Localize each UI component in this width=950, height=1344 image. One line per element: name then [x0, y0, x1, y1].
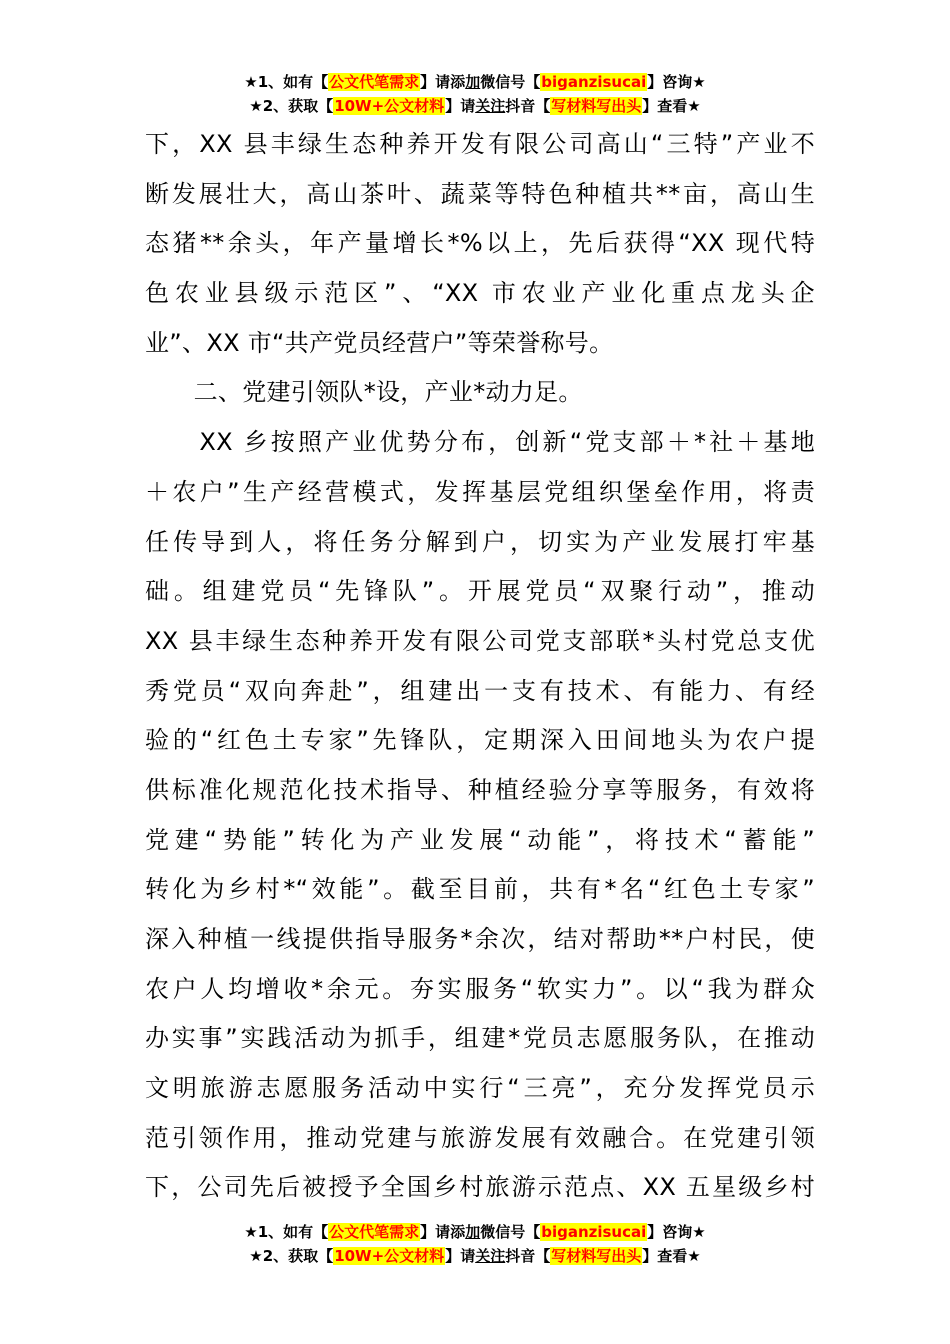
body-line: 转化为乡村*“效能”。截至目前，共有*名“红色土专家” [145, 875, 815, 904]
promo-underlined-text: 关注 [475, 1247, 506, 1265]
footer-promo-banner [0, 1220, 950, 1268]
promo-text: ★2、获取【 [249, 97, 334, 115]
promo-line-2 [0, 94, 950, 118]
promo-highlight: 公文代笔需求 [329, 1223, 420, 1241]
promo-underlined-text: 加 [465, 1223, 481, 1241]
promo-line-1 [0, 1220, 950, 1244]
body-line: ＋农户”生产经营模式，发挥基层党组织堡垒作用，将责 [145, 477, 815, 506]
promo-text: ★1、如有【 [244, 1223, 329, 1241]
body-line: 农户人均增收*余元。夯实服务“软实力”。以“我为群众 [145, 974, 815, 1003]
promo-text: 微信号【 [480, 1223, 541, 1241]
body-line: 态猪**余头，年产量增长*%以上，先后获得“XX 现代特 [145, 229, 815, 258]
promo-text: 抖音【 [505, 97, 551, 115]
body-line: 色农业县级示范区”、“XX 市农业产业化重点龙头企 [145, 279, 815, 308]
promo-text: 】请添 [420, 1223, 466, 1241]
body-line: XX 县丰绿生态种养开发有限公司党支部联*头村党总支优 [145, 626, 815, 655]
body-line: 下，公司先后被授予全国乡村旅游示范点、XX 五星级乡村 [145, 1173, 815, 1202]
body-line: 础。组建党员“先锋队”。开展党员“双聚行动”，推动 [145, 577, 815, 606]
body-line: 范引领作用，推动党建与旅游发展有效融合。在党建引领 [145, 1123, 815, 1152]
body-line: 办实事”实践活动为抓手，组建*党员志愿服务队，在推动 [145, 1024, 815, 1053]
body-line: 秀党员“双向奔赴”，组建出一支有技术、有能力、有经 [145, 676, 815, 705]
promo-underlined-text: 加 [465, 73, 481, 91]
promo-douyin-id: 写材料写出头 [551, 1247, 642, 1265]
document-body [145, 120, 815, 1213]
body-line: 任传导到人，将任务分解到户，切实为产业发展打牢基 [145, 527, 815, 556]
body-line: XX 乡按照产业优势分布，创新“党支部＋*社＋基地 [145, 428, 815, 457]
promo-text: 微信号【 [480, 73, 541, 91]
promo-text: 】咨询★ [647, 73, 706, 91]
promo-wechat-id: biganzisucai [541, 1223, 647, 1241]
body-line: 党建“势能”转化为产业发展“动能”，将技术“蓄能” [145, 825, 815, 854]
section-heading: 二、党建引领队*设，产业*动力足。 [145, 378, 583, 407]
promo-line-2 [0, 1244, 950, 1268]
promo-text: ★1、如有【 [244, 73, 329, 91]
promo-highlight: 10W+公文材料 [334, 1247, 445, 1265]
promo-highlight: 10W+公文材料 [334, 97, 445, 115]
promo-wechat-id: biganzisucai [541, 73, 647, 91]
body-line: 断发展壮大，高山茶叶、蔬菜等特色种植共**亩，高山生 [145, 179, 815, 208]
promo-line-1 [0, 70, 950, 94]
promo-text: 】查看★ [642, 1247, 701, 1265]
promo-text: 】咨询★ [647, 1223, 706, 1241]
body-line: 文明旅游志愿服务活动中实行“三亮”，充分发挥党员示 [145, 1074, 815, 1103]
body-line: 验的“红色土专家”先锋队，定期深入田间地头为农户提 [145, 726, 815, 755]
promo-text: 】请 [445, 1247, 476, 1265]
body-line: 下，XX 县丰绿生态种养开发有限公司高山“三特”产业不 [145, 130, 815, 158]
header-promo-banner [0, 70, 950, 118]
promo-underlined-text: 关注 [475, 97, 506, 115]
body-line: 业”、XX 市“共产党员经营户”等荣誉称号。 [145, 328, 614, 357]
promo-text: 】请添 [420, 73, 466, 91]
promo-text: ★2、获取【 [249, 1247, 334, 1265]
body-line: 深入种植一线提供指导服务*余次，结对帮助**户村民，使 [145, 925, 815, 953]
body-line: 供标准化规范化技术指导、种植经验分享等服务，有效将 [145, 775, 815, 804]
promo-douyin-id: 写材料写出头 [551, 97, 642, 115]
promo-text: 】请 [445, 97, 476, 115]
promo-text: 】查看★ [642, 97, 701, 115]
promo-text: 抖音【 [505, 1247, 551, 1265]
promo-highlight: 公文代笔需求 [329, 73, 420, 91]
